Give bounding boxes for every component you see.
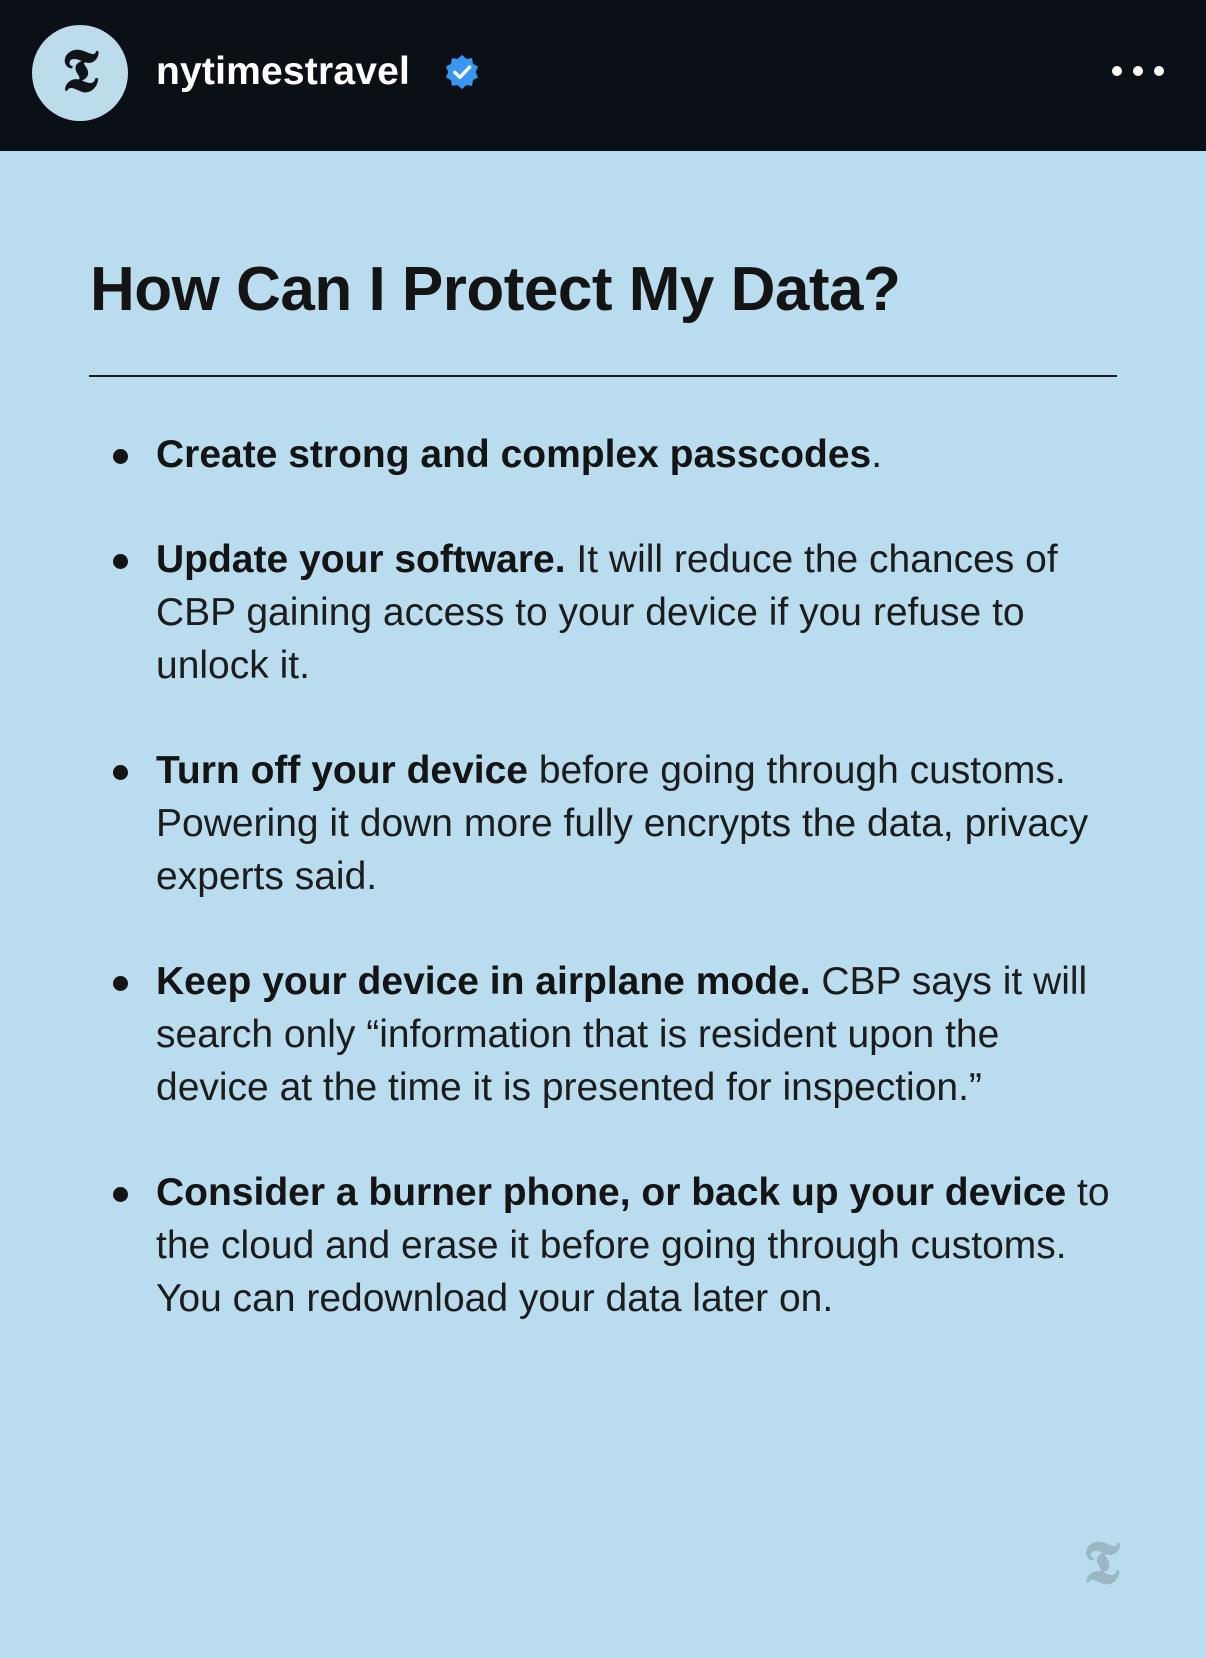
tip-lead: Keep your device in airplane mode. bbox=[156, 960, 811, 1003]
list-item bbox=[156, 533, 1116, 692]
post-header bbox=[0, 0, 1206, 151]
bullet-icon bbox=[113, 1187, 128, 1202]
nyt-watermark-icon: 𝕿 bbox=[1083, 1528, 1120, 1598]
divider bbox=[89, 375, 1117, 377]
more-dot bbox=[1133, 66, 1143, 76]
tip-lead: Create strong and complex passcodes bbox=[156, 433, 872, 476]
bullet-icon bbox=[113, 449, 128, 464]
tip-text: CBP says it will search only “information that is resident upon the device at the time it is presented for inspection.” bbox=[156, 960, 1088, 1109]
tip-text: It will reduce the chances of CBP gaining access to your device if you refuse to unlock it. bbox=[156, 538, 1058, 687]
verified-icon bbox=[443, 53, 481, 91]
bullet-icon bbox=[113, 554, 128, 569]
list-item bbox=[156, 744, 1116, 903]
bullet-icon bbox=[113, 765, 128, 780]
list-item bbox=[156, 1166, 1116, 1325]
list-item bbox=[156, 955, 1116, 1114]
avatar[interactable] bbox=[32, 25, 128, 121]
nyt-logo-icon: 𝕿 bbox=[61, 36, 99, 106]
tip-lead: Turn off your device bbox=[156, 749, 528, 792]
username-link[interactable]: nytimestravel bbox=[156, 50, 411, 93]
list-item bbox=[156, 428, 1116, 481]
bullet-icon bbox=[113, 976, 128, 991]
tip-text: to the cloud and erase it before going through customs. You can redownload your data later on. bbox=[156, 1171, 1110, 1320]
tip-lead: Consider a burner phone, or back up your device bbox=[156, 1171, 1067, 1214]
post-title: How Can I Protect My Data? bbox=[90, 255, 901, 324]
tip-text: . bbox=[871, 433, 883, 476]
more-dot bbox=[1112, 66, 1122, 76]
more-options-button[interactable] bbox=[1112, 50, 1164, 92]
more-dot bbox=[1154, 66, 1164, 76]
tips-list bbox=[156, 428, 1116, 1377]
tip-lead: Update your software. bbox=[156, 538, 566, 581]
tip-text: before going through customs. Powering it down more fully encrypts the data, privacy experts said. bbox=[156, 749, 1089, 898]
